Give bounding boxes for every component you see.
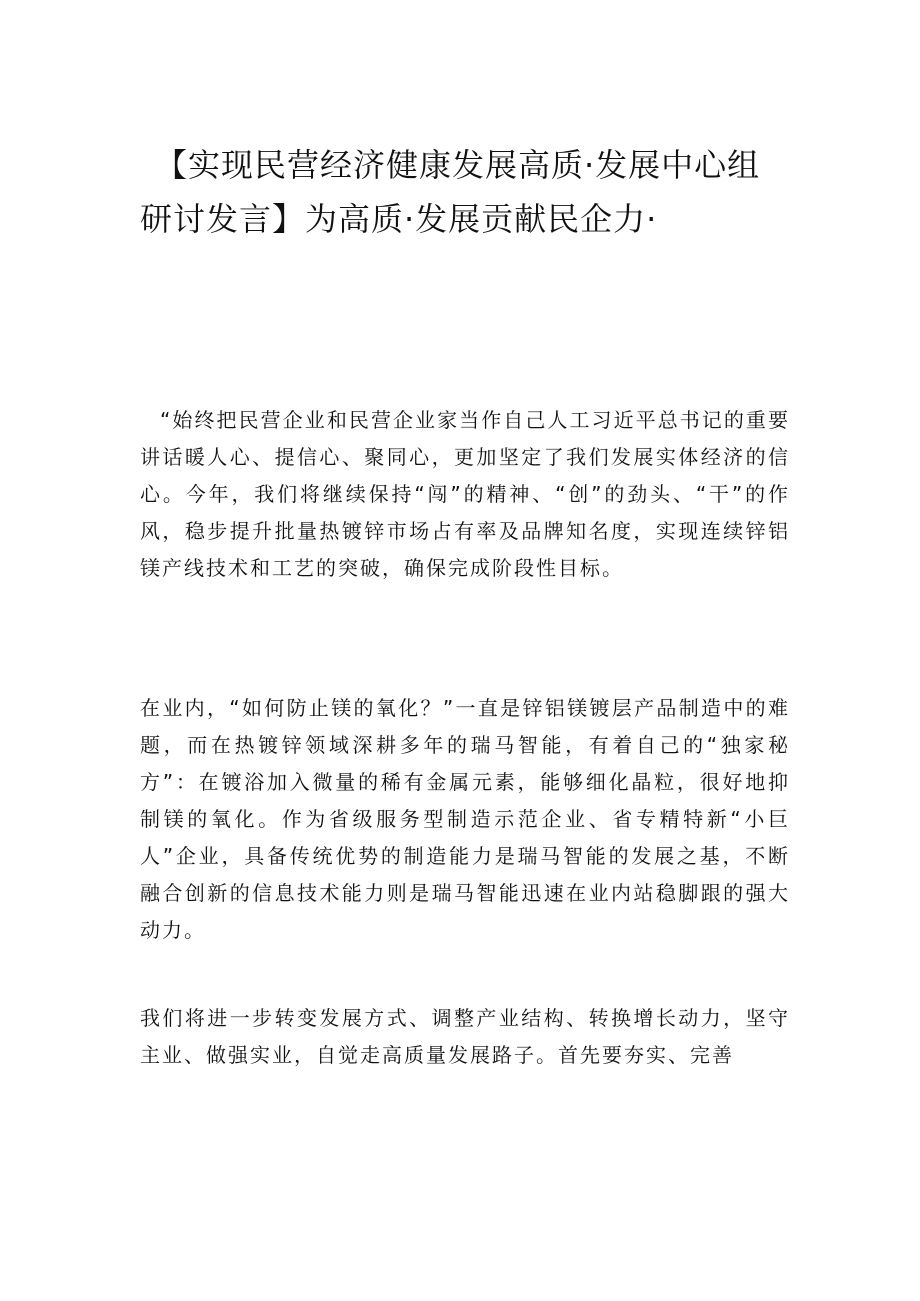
paragraph-3: 我们将进一步转变发展方式、调整产业结构、转换增长动力，坚守主业、做强实业，自觉走高质量发展路子。首先要夯实、完善 <box>140 1006 790 1067</box>
document-title: 【实现民营经济健康发展高质·发展中心组研讨发言】为高质·发展贡献民企力· <box>140 146 761 238</box>
paragraph-2: 在业内，“如何防止镁的氧化？”一直是锌铝镁镀层产品制造中的难题，而在热镀锌领域深耕多年的瑞马智能，有着自己的“独家秘方”：在镀浴加入微量的稀有金属元素，能够细化晶粒，很好地抑制镁的氧化。作为省级服务型制造示范企业、省专精特新“小巨人”企业，具备传统优势的制造能力是瑞马智能的发展之基，不断融合创新的信息技术能力则是瑞马智能迅速在业内站稳脚跟的强大动力。 <box>140 696 790 942</box>
paragraph-1: “始终把民营企业和民营企业家当作自己人工习近平总书记的重要讲话暖人心、提信心、聚同心，更加坚定了我们发展实体经济的信心。今年，我们将继续保持“闯”的精神、“创”的劲头、“干”的作风，稳步提升批量热镀锌市场占有率及品牌知名度，实现连续锌铝镁产线技术和工艺的突破，确保完成阶段性目标。 <box>140 408 790 580</box>
